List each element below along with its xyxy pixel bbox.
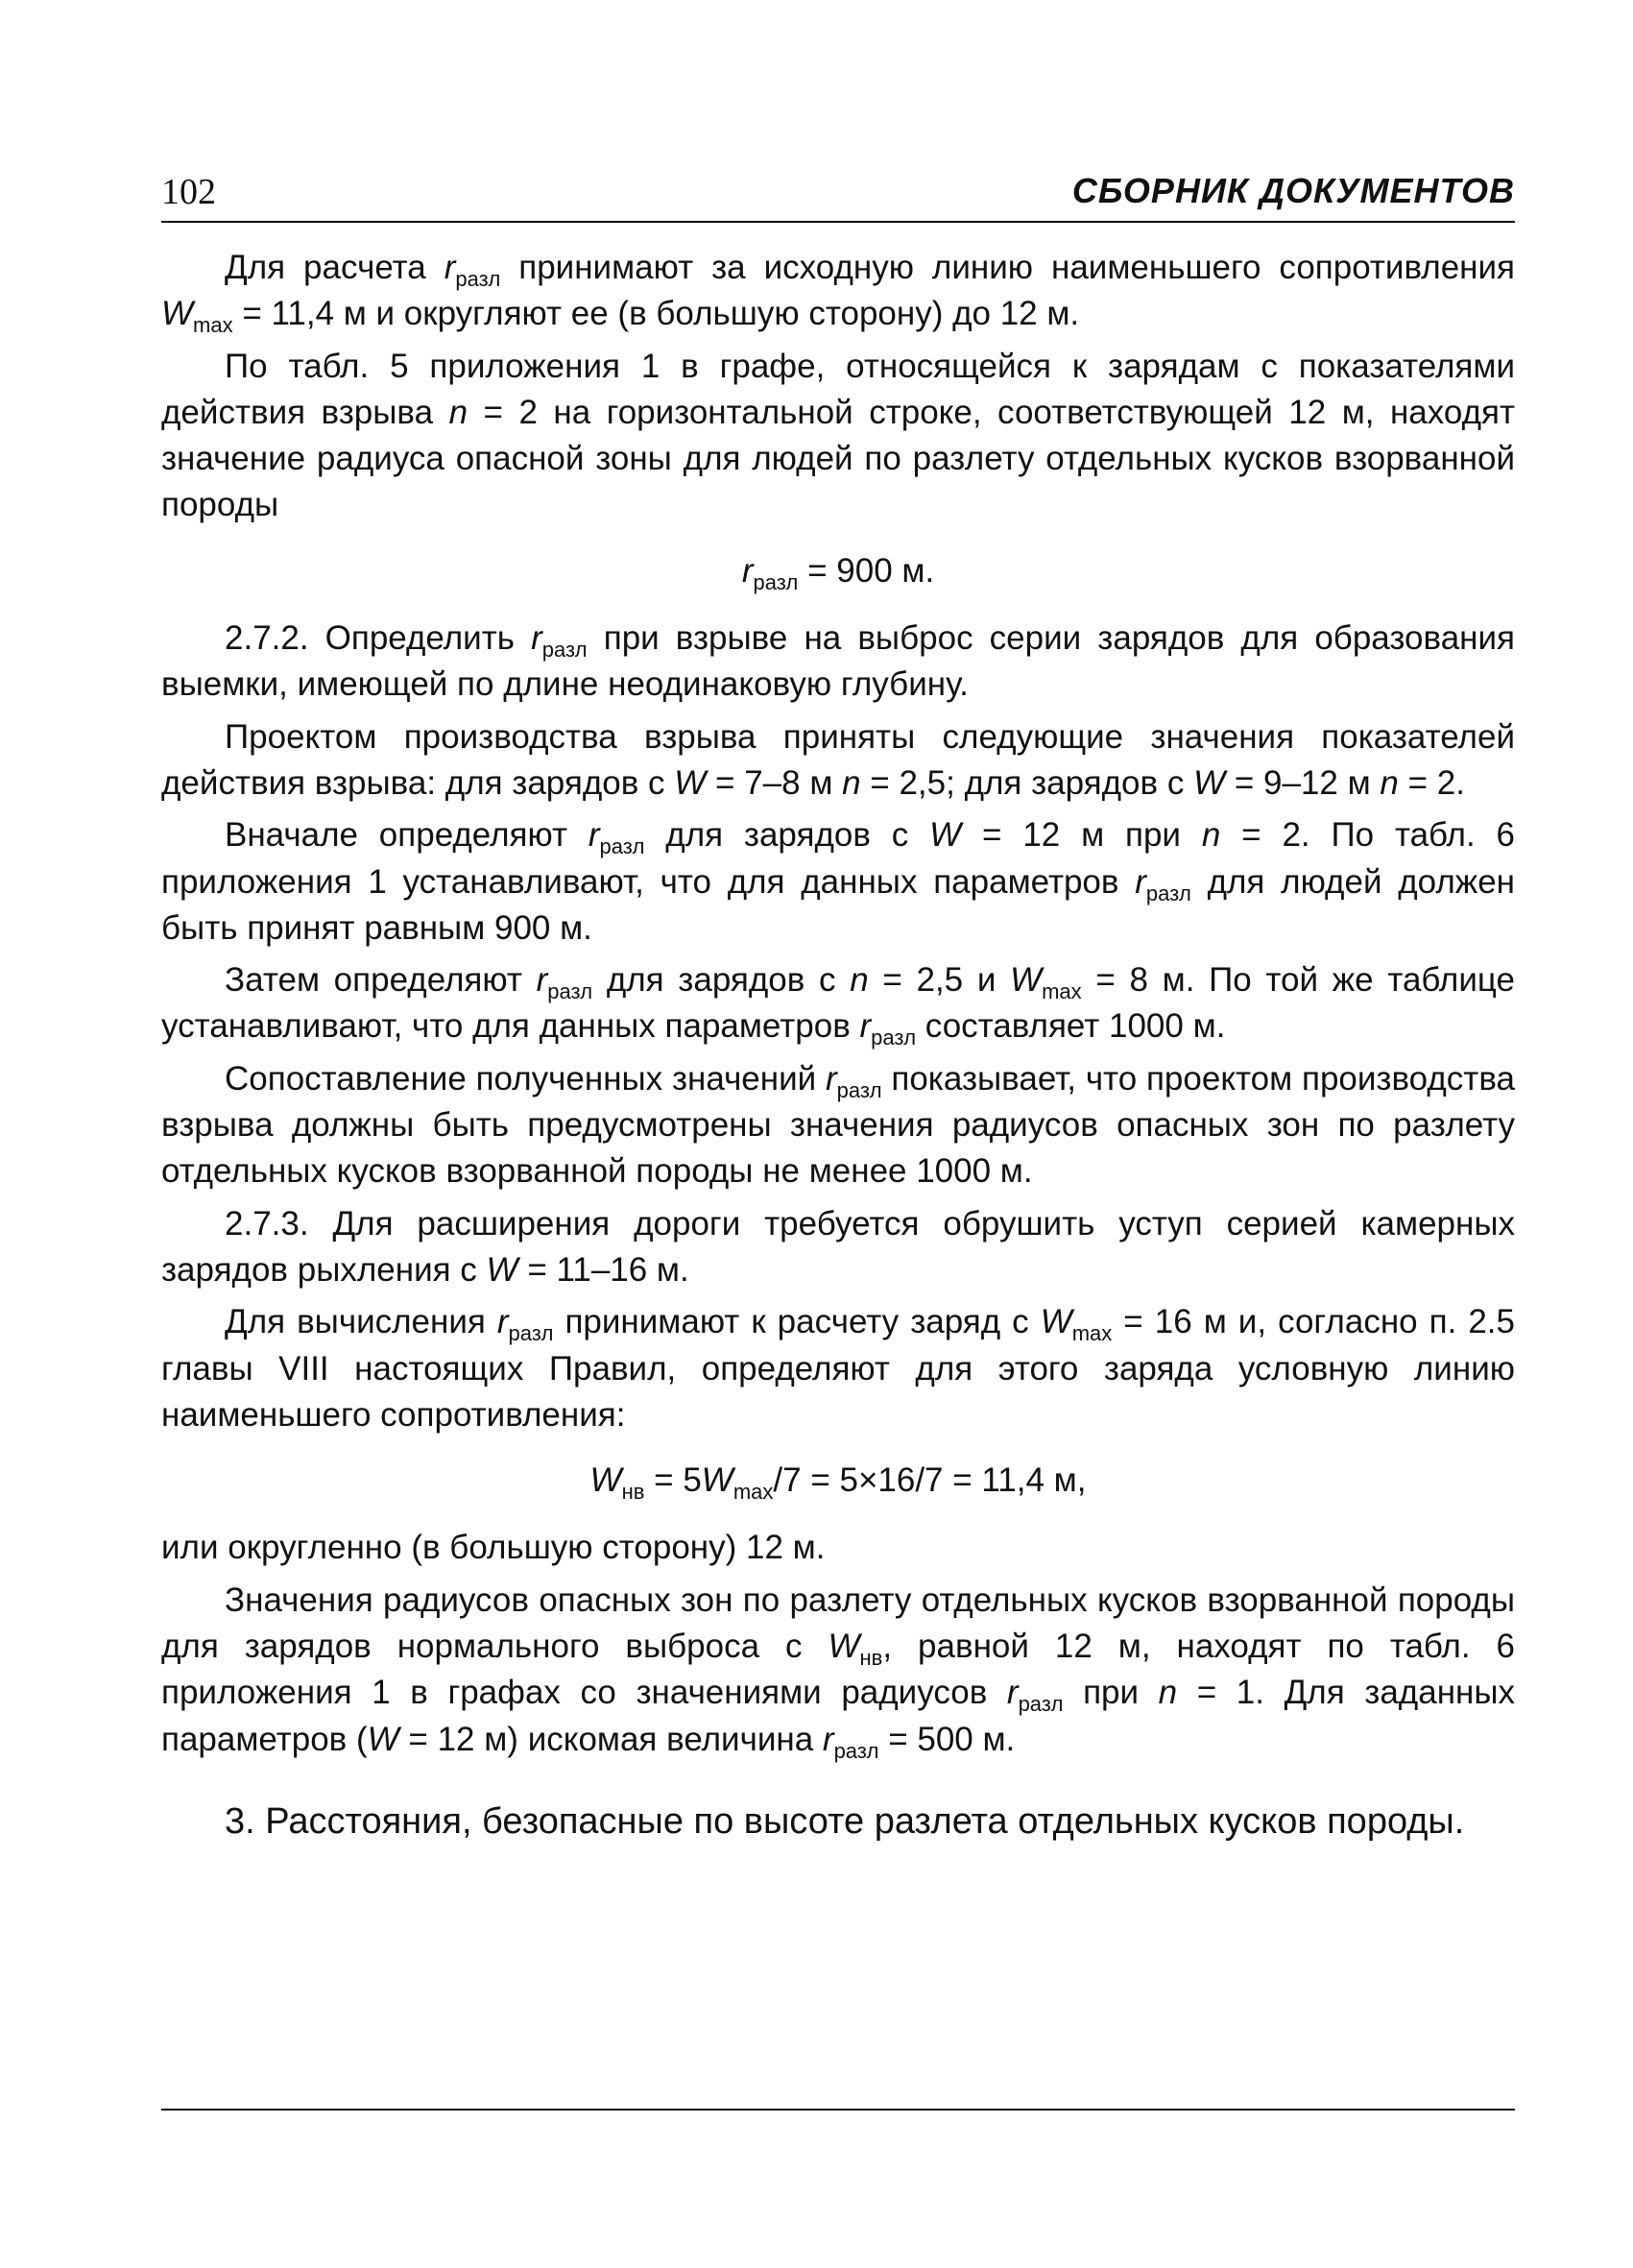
paragraph: Для расчета $r_{разл}$ принимают за исходную линию наименьшего сопротивления $W_{max} = 11,4$ м и округляют ее (в большую сторону) до 12 м. [161, 249, 1515, 338]
formula: $W_{нв} = 5W_{max}/7 = 5\times 16/7 = 11,4$ м, [589, 1461, 1087, 1505]
paragraph: 2.7.2. Определить $r_{разл}$ при взрыве на выброс серии зарядов для образования выемки, имеющей по длине неодинаковую глубину. [161, 619, 1515, 704]
page-header [161, 171, 1515, 223]
page-body [161, 245, 1515, 1853]
bottom-rule [161, 2109, 1515, 2111]
paragraph: Проектом производства взрыва приняты следующие значения показателей действия взрыва: для зарядов с W = 7–8 м n = 2,5; для зарядов с W = 9–12 м n = 2. [161, 717, 1515, 802]
paragraph: Вначале определяют $r_{разл}$ для зарядов с W = 12 м при n = 2. По табл. 6 приложения 1 устанавливают, что для данных параметров $r_{разл}$ для людей должен быть принят равным 900 м. [161, 816, 1516, 947]
formula: $r_{разл} = 900$ м. [741, 551, 935, 594]
paragraph: Затем определяют $r_{разл}$ для зарядов с n = 2,5 и $W_{max} = 8$ м. По той же таблице устанавливают, что для данных параметров $r_{разл}$ составляет 1000 м. [161, 961, 1515, 1050]
section-heading: 3. Расстояния, безопасные по высоте разлета отдельных кусков породы. [225, 1800, 1465, 1842]
paragraph: По табл. 5 приложения 1 в графе, относящейся к зарядам с показателями действия взрыва n = 2 на горизонтальной строке, соответствующей 12 м, находят значение радиуса опасной зоны для людей по разлету отдельных кусков взорванной породы [161, 347, 1515, 524]
paragraph: Значения радиусов опасных зон по разлету отдельных кусков взорванной породы для зарядов нормального выброса с $W_{нв}$, равной 12 м, находят по табл. 6 приложения 1 в графах со значениями радиусов $r_{разл}$ при n = 1. Для заданных параметров (W = 12 м) искомая величина $r_{разл} = 500$ м. [161, 1580, 1516, 1763]
paragraph: 2.7.3. Для расширения дороги требуется обрушить уступ серией камерных зарядов рыхления с W = 11–16 м. [161, 1204, 1515, 1289]
paragraph: или округленно (в большую сторону) 12 м. [161, 1529, 826, 1567]
paragraph: Для вычисления $r_{разл}$ принимают к расчету заряд с $W_{max} = 16$ м и, согласно п. 2.5 главы VIII настоящих Правил, определяют для этого заряда условную линию наименьшего сопротивления: [161, 1303, 1515, 1434]
page-number: 102 [161, 172, 216, 212]
running-title: СБОРНИК ДОКУМЕНТОВ [1071, 171, 1515, 210]
paragraph: Сопоставление полученных значений $r_{разл}$ показывает, что проектом производства взрыва должны быть предусмотрены значения радиусов опасных зон по разлету отдельных кусков взорванной породы не менее 1000 м. [161, 1059, 1515, 1191]
